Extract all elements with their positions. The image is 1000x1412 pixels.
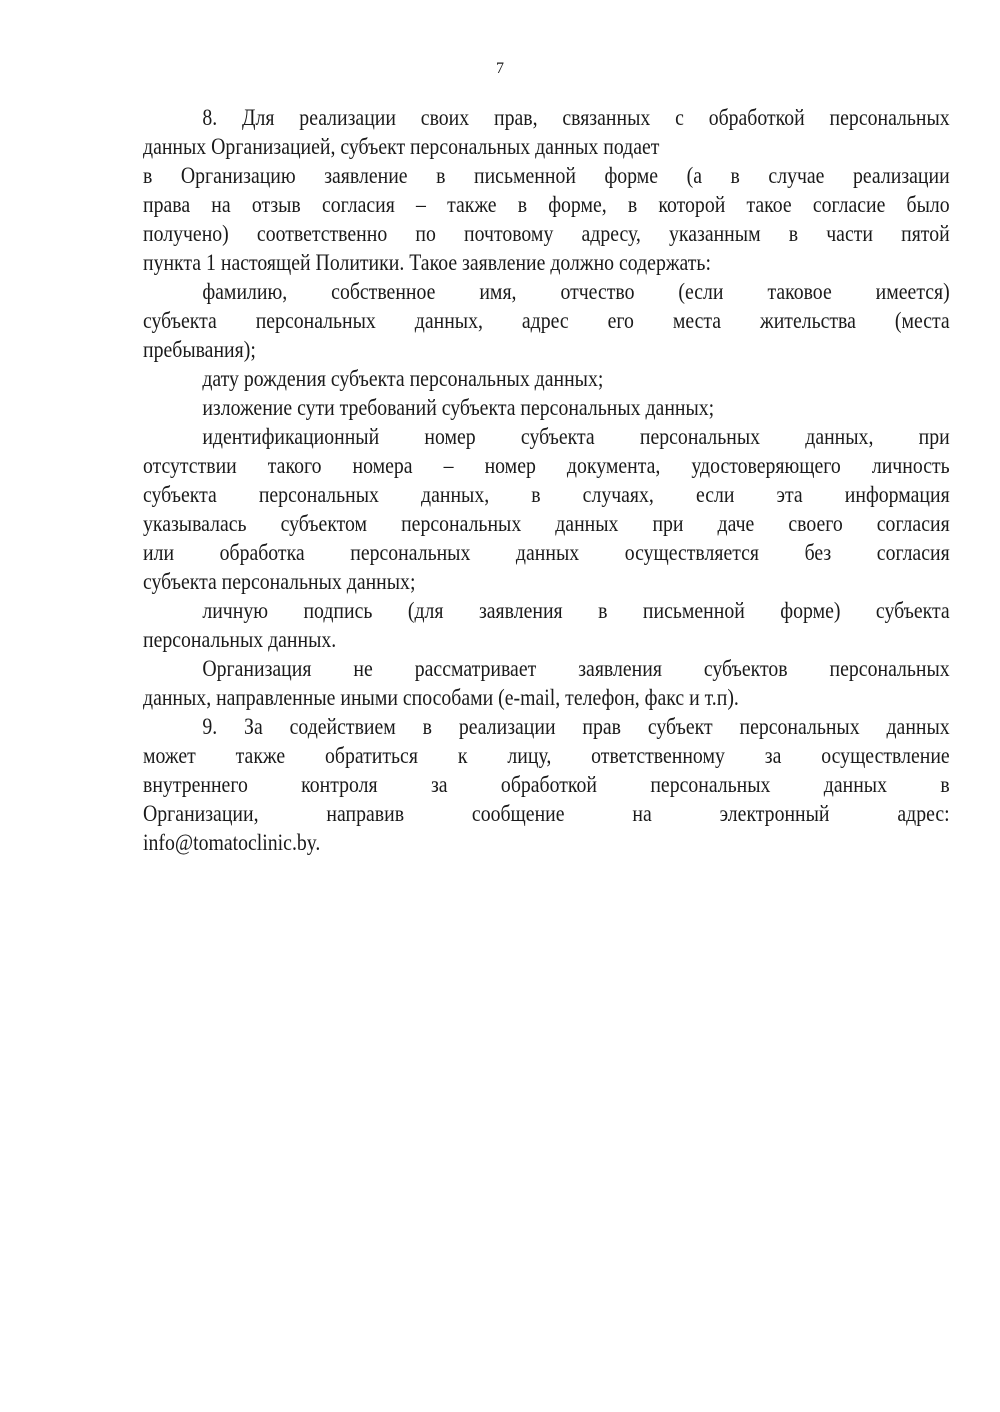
text-line-content: пребывания); xyxy=(143,337,256,362)
text-line xyxy=(143,161,950,190)
text-line-content: идентификационный номер субъекта персональных данных, при xyxy=(202,424,950,449)
text-line xyxy=(143,306,950,335)
text-line xyxy=(143,277,950,306)
text-line xyxy=(143,103,950,132)
text-line xyxy=(143,683,950,712)
paragraph-p9 xyxy=(143,712,950,857)
text-line-content: субъекта персональных данных, адрес его места жительства (места xyxy=(143,308,950,333)
text-line-content: Организация не рассматривает заявления субъектов персональных xyxy=(202,656,950,681)
page-number: 7 xyxy=(496,60,504,77)
text-line xyxy=(143,248,950,277)
text-line-content: субъекта персональных данных; xyxy=(143,569,416,594)
text-line xyxy=(143,712,950,741)
text-line-content: получено) соответственно по почтовому адресу, указанным в части пятой xyxy=(143,221,950,246)
paragraph-p-not-considered xyxy=(143,654,950,712)
text-line xyxy=(143,132,950,161)
text-line xyxy=(143,509,950,538)
text-line-content: личную подпись (для заявления в письменной форме) субъекта xyxy=(202,598,950,623)
text-line-content: пункта 1 настоящей Политики. Такое заявление должно содержать: xyxy=(143,250,711,275)
text-line xyxy=(143,538,950,567)
text-line-content: отсутствии такого номера – номер документа, удостоверяющего личность xyxy=(143,453,950,478)
paragraph-p8 xyxy=(143,103,950,277)
text-line-content: субъекта персональных данных, в случаях, если эта информация xyxy=(143,482,950,507)
text-line-content: Организации, направив сообщение на электронный адрес: xyxy=(143,801,950,826)
text-line xyxy=(143,741,950,770)
text-line-content: фамилию, собственное имя, отчество (если таковое имеется) xyxy=(202,279,950,304)
text-line xyxy=(143,335,950,364)
text-line-content: персональных данных. xyxy=(143,627,337,652)
text-line xyxy=(143,799,950,828)
text-line-content: указывалась субъектом персональных данных при даче своего согласия xyxy=(143,511,950,536)
text-line-content: дату рождения субъекта персональных данных; xyxy=(202,366,604,391)
text-line-content: в Организацию заявление в письменной форме (а в случае реализации xyxy=(143,163,950,188)
text-line-content: или обработка персональных данных осуществляется без согласия xyxy=(143,540,950,565)
paragraph-item-name xyxy=(143,277,950,364)
text-line xyxy=(143,219,950,248)
text-line xyxy=(143,190,950,219)
text-line-content: изложение сути требований субъекта персональных данных; xyxy=(202,395,715,420)
text-line xyxy=(143,828,950,857)
text-line-content: может также обратиться к лицу, ответственному за осуществление xyxy=(143,743,950,768)
text-line-content: данных, направленные иными способами (e-mail, телефон, факс и т.п). xyxy=(143,685,739,710)
text-line xyxy=(143,480,950,509)
paragraph-item-birthdate xyxy=(143,364,950,393)
text-line xyxy=(143,625,950,654)
text-line xyxy=(143,451,950,480)
text-line xyxy=(143,422,950,451)
text-line xyxy=(143,393,950,422)
text-line-content: 8. Для реализации своих прав, связанных с обработкой персональных xyxy=(202,105,950,130)
document-body xyxy=(143,103,950,857)
paragraph-item-requirements xyxy=(143,393,950,422)
text-line-content: 9. За содействием в реализации прав субъект персональных данных xyxy=(202,714,950,739)
text-line xyxy=(143,567,950,596)
text-line xyxy=(143,770,950,799)
text-line-content: данных Организацией, субъект персональных данных подает xyxy=(143,134,660,159)
text-line xyxy=(143,364,950,393)
text-line xyxy=(143,654,950,683)
text-line-content: внутреннего контроля за обработкой персональных данных в xyxy=(143,772,950,797)
paragraph-item-signature xyxy=(143,596,950,654)
text-line xyxy=(143,596,950,625)
text-line-content: права на отзыв согласия – также в форме, в которой такое согласие было xyxy=(143,192,950,217)
text-line-content[interactable]: info@tomatoclinic.by. xyxy=(143,830,321,855)
paragraph-item-id-number xyxy=(143,422,950,596)
